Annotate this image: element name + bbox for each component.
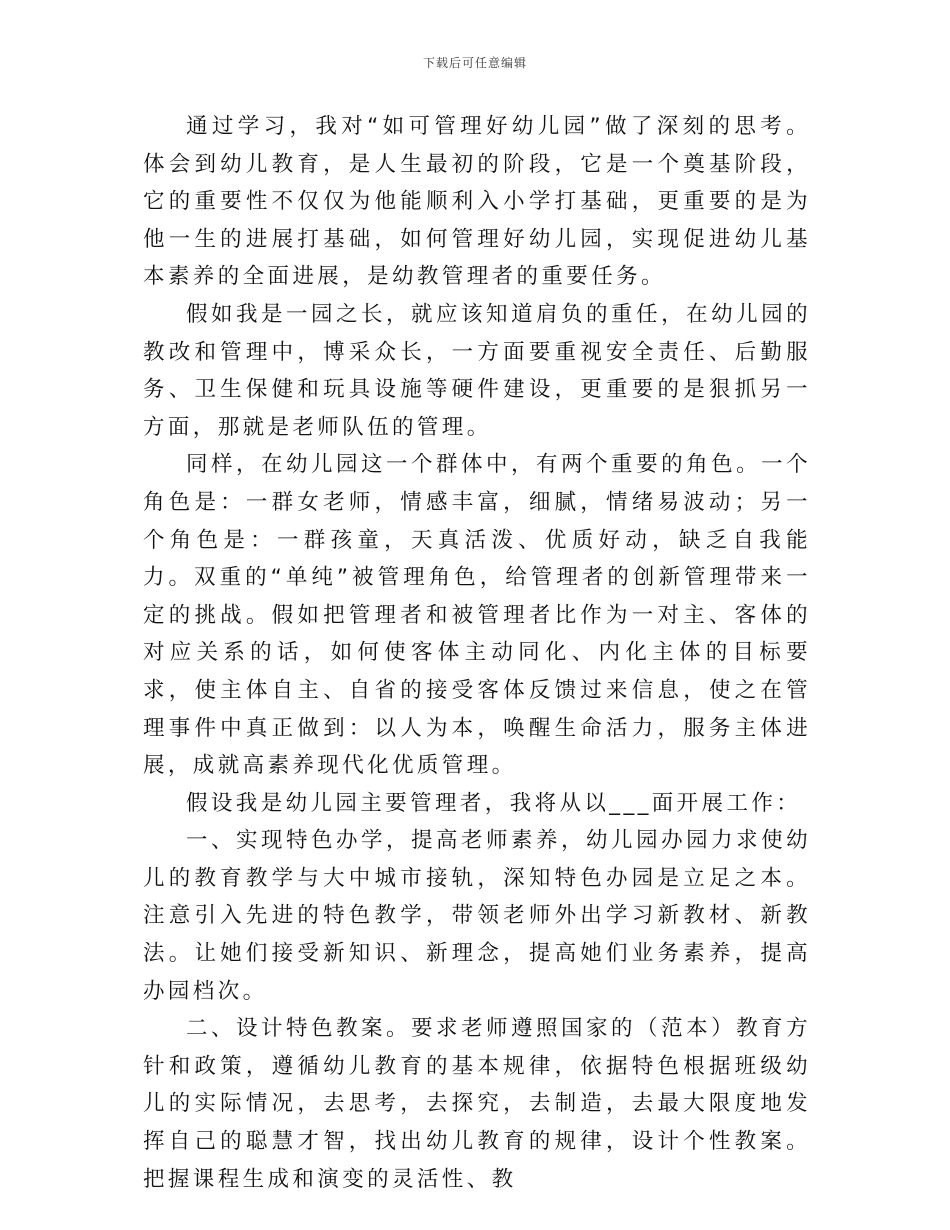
paragraph-4: 假设我是幼儿园主要管理者，我将从以___面开展工作： — [186, 790, 802, 816]
document-body — [143, 108, 811, 1198]
paragraph-1: 通过学习，我对“如可管理好幼儿园”做了深刻的思考。体会到幼儿教育，是人生最初的阶段，它是一个奠基阶段，它的重要性不仅仅为他能顺利入小学打基础，更重要的是为他一生的进展打基础，如何管理好幼儿园，实现促进幼儿基本素养的全面进展，是幼教管理者的重要任务。 — [143, 114, 811, 290]
paragraph-3: 同样，在幼儿园这一个群体中，有两个重要的角色。一个角色是：一群女老师，情感丰富，细腻，情绪易波动；另一个角色是：一群孩童，天真活泼、优质好动，缺乏自我能力。双重的“单纯”被管理角色，给管理者的创新管理带来一定的挑战。假如把管理者和被管理者比作为一对主、客体的对应关系的话，如何使客体主动同化、内化主体的目标要求，使主体自主、自省的接受客体反馈过来信息，使之在管理事件中真正做到：以人为本，唤醒生命活力，服务主体进展，成就高素养现代化优质管理。 — [143, 452, 811, 779]
paragraph-2: 假如我是一园之长，就应该知道肩负的重任，在幼儿园的教改和管理中，博采众长，一方面要重视安全责任、后勤服务、卫生保健和玩具设施等硬件建设，更重要的是狠抓另一方面，那就是老师队伍的管理。 — [143, 301, 811, 440]
paragraph-6: 二、设计特色教案。要求老师遵照国家的（范本）教育方针和政策，遵循幼儿教育的基本规律，依据特色根据班级幼儿的实际情况，去思考，去探究，去制造，去最大限度地发挥自己的聪慧才智，找出幼儿教育的规律，设计个性教案。把握课程生成和演变的灵活性、教 — [143, 1016, 811, 1192]
paragraph-5: 一、实现特色办学，提高老师素养，幼儿园办园力求使幼儿的教育教学与大中城市接轨，深知特色办园是立足之本。注意引入先进的特色教学，带领老师外出学习新教材、新教法。让她们接受新知识、新理念，提高她们业务素养，提高办园档次。 — [143, 828, 811, 1004]
page-header: 下载后可任意编辑 — [422, 56, 527, 70]
